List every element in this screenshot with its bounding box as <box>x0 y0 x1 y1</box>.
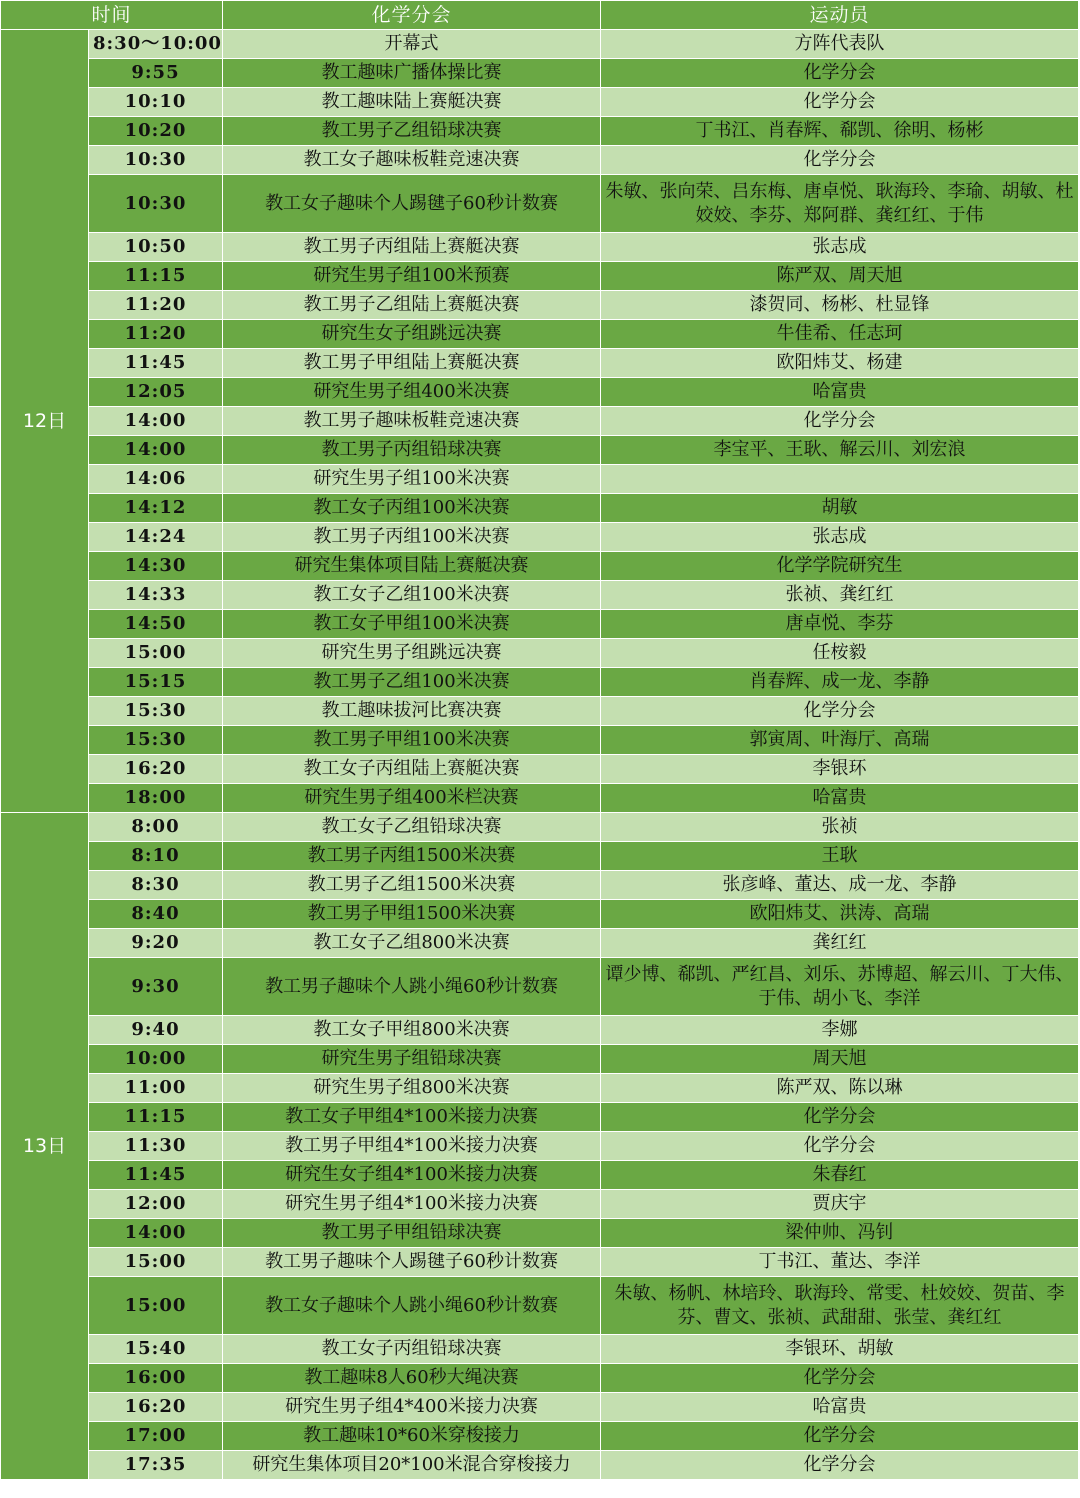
event-cell: 教工男子丙组100米决赛 <box>223 523 601 552</box>
schedule-row <box>1 639 1079 668</box>
event-cell: 开幕式 <box>223 30 601 59</box>
athletes-cell: 贾庆宇 <box>601 1190 1079 1219</box>
event-cell: 教工男子甲组铅球决赛 <box>223 1219 601 1248</box>
schedule-row <box>1 30 1079 59</box>
event-cell: 研究生男子组400米栏决赛 <box>223 784 601 813</box>
athletes-cell: 方阵代表队 <box>601 30 1079 59</box>
athletes-cell: 化学分会 <box>601 59 1079 88</box>
time-cell: 14:50 <box>89 610 223 639</box>
schedule-row <box>1 813 1079 842</box>
athletes-cell: 陈严双、陈以琳 <box>601 1074 1079 1103</box>
time-cell: 11:30 <box>89 1132 223 1161</box>
time-cell: 14:30 <box>89 552 223 581</box>
event-cell: 教工女子丙组铅球决赛 <box>223 1335 601 1364</box>
event-cell: 研究生男子组铅球决赛 <box>223 1045 601 1074</box>
schedule-row <box>1 291 1079 320</box>
event-cell: 研究生女子组跳远决赛 <box>223 320 601 349</box>
time-cell: 16:20 <box>89 1393 223 1422</box>
athletes-cell: 肖春辉、成一龙、李静 <box>601 668 1079 697</box>
event-cell: 教工男子乙组陆上赛艇决赛 <box>223 291 601 320</box>
event-cell: 教工女子乙组800米决赛 <box>223 929 601 958</box>
schedule-row <box>1 726 1079 755</box>
schedule-row <box>1 494 1079 523</box>
athletes-cell: 化学分会 <box>601 88 1079 117</box>
event-cell: 教工女子丙组100米决赛 <box>223 494 601 523</box>
event-cell: 研究生女子组4*100米接力决赛 <box>223 1161 601 1190</box>
athletes-cell: 哈富贵 <box>601 784 1079 813</box>
schedule-row <box>1 1016 1079 1045</box>
time-cell: 15:30 <box>89 726 223 755</box>
schedule-row <box>1 378 1079 407</box>
event-cell: 教工男子丙组铅球决赛 <box>223 436 601 465</box>
time-cell: 16:20 <box>89 755 223 784</box>
time-cell: 9:30 <box>89 958 223 1016</box>
schedule-row <box>1 1364 1079 1393</box>
event-cell: 教工男子趣味板鞋竞速决赛 <box>223 407 601 436</box>
event-cell: 教工男子甲组4*100米接力决赛 <box>223 1132 601 1161</box>
time-cell: 11:15 <box>89 262 223 291</box>
schedule-row <box>1 523 1079 552</box>
athletes-cell: 龚红红 <box>601 929 1079 958</box>
event-cell: 研究生男子组4*100米接力决赛 <box>223 1190 601 1219</box>
time-cell: 15:30 <box>89 697 223 726</box>
schedule-row <box>1 465 1079 494</box>
time-cell: 11:20 <box>89 320 223 349</box>
schedule-row <box>1 871 1079 900</box>
athletes-cell: 化学分会 <box>601 1364 1079 1393</box>
schedule-row <box>1 59 1079 88</box>
athletes-cell: 郭寅周、叶海厅、高瑞 <box>601 726 1079 755</box>
schedule-row <box>1 349 1079 378</box>
athletes-cell: 王耿 <box>601 842 1079 871</box>
event-cell: 研究生男子组400米决赛 <box>223 378 601 407</box>
time-cell: 10:30 <box>89 175 223 233</box>
athletes-cell: 李银环 <box>601 755 1079 784</box>
athletes-cell: 李银环、胡敏 <box>601 1335 1079 1364</box>
event-cell: 教工女子乙组铅球决赛 <box>223 813 601 842</box>
athletes-cell: 化学分会 <box>601 146 1079 175</box>
time-cell: 15:00 <box>89 1277 223 1335</box>
time-cell: 9:20 <box>89 929 223 958</box>
time-cell: 10:50 <box>89 233 223 262</box>
athletes-cell: 周天旭 <box>601 1045 1079 1074</box>
schedule-row <box>1 88 1079 117</box>
athletes-cell: 化学分会 <box>601 1422 1079 1451</box>
event-cell: 教工女子趣味个人跳小绳60秒计数赛 <box>223 1277 601 1335</box>
schedule-row <box>1 1045 1079 1074</box>
schedule-row <box>1 1335 1079 1364</box>
schedule-row <box>1 1103 1079 1132</box>
time-cell: 10:30 <box>89 146 223 175</box>
athletes-cell: 任桉毅 <box>601 639 1079 668</box>
athletes-cell: 张祯 <box>601 813 1079 842</box>
time-cell: 8:40 <box>89 900 223 929</box>
schedule-row <box>1 233 1079 262</box>
schedule-row <box>1 1277 1079 1335</box>
event-cell: 研究生男子组100米预赛 <box>223 262 601 291</box>
time-cell: 8:30 <box>89 871 223 900</box>
athletes-cell: 化学分会 <box>601 697 1079 726</box>
schedule-row <box>1 900 1079 929</box>
header-time: 时间 <box>1 1 223 30</box>
schedule-row <box>1 697 1079 726</box>
schedule-row <box>1 146 1079 175</box>
time-cell: 10:00 <box>89 1045 223 1074</box>
schedule-row <box>1 262 1079 291</box>
event-cell: 教工男子甲组100米决赛 <box>223 726 601 755</box>
event-cell: 教工女子乙组100米决赛 <box>223 581 601 610</box>
event-cell: 研究生集体项目陆上赛艇决赛 <box>223 552 601 581</box>
athletes-cell: 张志成 <box>601 233 1079 262</box>
schedule-row <box>1 668 1079 697</box>
header-athletes: 运动员 <box>601 1 1079 30</box>
time-cell: 9:40 <box>89 1016 223 1045</box>
schedule-row <box>1 755 1079 784</box>
event-cell: 教工女子甲组4*100米接力决赛 <box>223 1103 601 1132</box>
schedule-row <box>1 1451 1079 1480</box>
time-cell: 10:20 <box>89 117 223 146</box>
schedule-row <box>1 1248 1079 1277</box>
event-cell: 教工男子乙组铅球决赛 <box>223 117 601 146</box>
schedule-row <box>1 581 1079 610</box>
time-cell: 14:06 <box>89 465 223 494</box>
schedule-row <box>1 610 1079 639</box>
schedule-row <box>1 1190 1079 1219</box>
time-cell: 15:00 <box>89 1248 223 1277</box>
event-cell: 教工女子甲组800米决赛 <box>223 1016 601 1045</box>
athletes-cell: 朱敏、杨帆、林培玲、耿海玲、常雯、杜姣姣、贺苗、李芬、曹文、张祯、武甜甜、张莹、龚红红 <box>601 1277 1079 1335</box>
athletes-cell: 张志成 <box>601 523 1079 552</box>
event-cell: 教工女子丙组陆上赛艇决赛 <box>223 755 601 784</box>
athletes-cell: 李娜 <box>601 1016 1079 1045</box>
time-cell: 8:30～10:00 <box>89 30 223 59</box>
athletes-cell: 胡敏 <box>601 494 1079 523</box>
athletes-cell: 张祯、龚红红 <box>601 581 1079 610</box>
athletes-cell: 朱敏、张向荣、吕东梅、唐卓悦、耿海玲、李瑜、胡敏、杜姣姣、李芬、郑阿群、龚红红、于伟 <box>601 175 1079 233</box>
event-cell: 研究生男子组100米决赛 <box>223 465 601 494</box>
schedule-row <box>1 1219 1079 1248</box>
schedule-row <box>1 320 1079 349</box>
time-cell: 15:00 <box>89 639 223 668</box>
schedule-row <box>1 1074 1079 1103</box>
event-cell: 教工男子甲组陆上赛艇决赛 <box>223 349 601 378</box>
day-label: 12日 <box>1 30 89 813</box>
schedule-row <box>1 1132 1079 1161</box>
athletes-cell: 欧阳炜艾、洪涛、高瑞 <box>601 900 1079 929</box>
event-cell: 教工女子趣味个人踢毽子60秒计数赛 <box>223 175 601 233</box>
athletes-cell: 张彦峰、董达、成一龙、李静 <box>601 871 1079 900</box>
schedule-row <box>1 436 1079 465</box>
schedule-row <box>1 784 1079 813</box>
event-cell: 研究生男子组800米决赛 <box>223 1074 601 1103</box>
schedule-row <box>1 117 1079 146</box>
event-cell: 研究生集体项目20*100米混合穿梭接力 <box>223 1451 601 1480</box>
time-cell: 17:35 <box>89 1451 223 1480</box>
schedule-row <box>1 1161 1079 1190</box>
athletes-cell: 化学分会 <box>601 1132 1079 1161</box>
athletes-cell: 丁书江、董达、李洋 <box>601 1248 1079 1277</box>
athletes-cell: 丁书江、肖春辉、郗凯、徐明、杨彬 <box>601 117 1079 146</box>
event-cell: 教工女子甲组100米决赛 <box>223 610 601 639</box>
day-label: 13日 <box>1 813 89 1480</box>
time-cell: 8:00 <box>89 813 223 842</box>
athletes-cell: 朱春红 <box>601 1161 1079 1190</box>
event-cell: 研究生男子组4*400米接力决赛 <box>223 1393 601 1422</box>
time-cell: 14:24 <box>89 523 223 552</box>
event-cell: 教工趣味拔河比赛决赛 <box>223 697 601 726</box>
event-cell: 研究生男子组跳远决赛 <box>223 639 601 668</box>
time-cell: 14:33 <box>89 581 223 610</box>
time-cell: 11:15 <box>89 1103 223 1132</box>
athletes-cell: 哈富贵 <box>601 1393 1079 1422</box>
schedule-row <box>1 175 1079 233</box>
time-cell: 9:55 <box>89 59 223 88</box>
athletes-cell: 陈严双、周天旭 <box>601 262 1079 291</box>
schedule-row <box>1 552 1079 581</box>
athletes-cell: 化学分会 <box>601 1451 1079 1480</box>
time-cell: 16:00 <box>89 1364 223 1393</box>
event-cell: 教工女子趣味板鞋竞速决赛 <box>223 146 601 175</box>
time-cell: 17:00 <box>89 1422 223 1451</box>
header-event: 化学分会 <box>223 1 601 30</box>
athletes-cell: 化学学院研究生 <box>601 552 1079 581</box>
schedule-row <box>1 958 1079 1016</box>
athletes-cell: 李宝平、王耿、解云川、刘宏浪 <box>601 436 1079 465</box>
time-cell: 14:00 <box>89 407 223 436</box>
event-cell: 教工男子丙组陆上赛艇决赛 <box>223 233 601 262</box>
athletes-cell <box>601 465 1079 494</box>
event-cell: 教工趣味陆上赛艇决赛 <box>223 88 601 117</box>
athletes-cell: 唐卓悦、李芬 <box>601 610 1079 639</box>
event-cell: 教工男子趣味个人踢毽子60秒计数赛 <box>223 1248 601 1277</box>
athletes-cell: 牛佳希、任志珂 <box>601 320 1079 349</box>
time-cell: 11:45 <box>89 349 223 378</box>
event-cell: 教工趣味10*60米穿梭接力 <box>223 1422 601 1451</box>
time-cell: 15:40 <box>89 1335 223 1364</box>
event-cell: 教工男子丙组1500米决赛 <box>223 842 601 871</box>
athletes-cell: 欧阳炜艾、杨建 <box>601 349 1079 378</box>
schedule-row <box>1 1393 1079 1422</box>
time-cell: 18:00 <box>89 784 223 813</box>
event-cell: 教工男子趣味个人跳小绳60秒计数赛 <box>223 958 601 1016</box>
time-cell: 10:10 <box>89 88 223 117</box>
time-cell: 14:00 <box>89 1219 223 1248</box>
athletes-cell: 哈富贵 <box>601 378 1079 407</box>
schedule-row <box>1 1422 1079 1451</box>
time-cell: 11:45 <box>89 1161 223 1190</box>
athletes-cell: 漆贺同、杨彬、杜显锋 <box>601 291 1079 320</box>
time-cell: 11:20 <box>89 291 223 320</box>
athletes-cell: 化学分会 <box>601 1103 1079 1132</box>
schedule-body <box>1 30 1079 1480</box>
event-cell: 教工男子甲组1500米决赛 <box>223 900 601 929</box>
time-cell: 14:00 <box>89 436 223 465</box>
athletes-cell: 化学分会 <box>601 407 1079 436</box>
event-cell: 教工趣味广播体操比赛 <box>223 59 601 88</box>
athletes-cell: 谭少博、郗凯、严红昌、刘乐、苏博超、解云川、丁大伟、于伟、胡小飞、李洋 <box>601 958 1079 1016</box>
time-cell: 11:00 <box>89 1074 223 1103</box>
time-cell: 15:15 <box>89 668 223 697</box>
time-cell: 14:12 <box>89 494 223 523</box>
schedule-row <box>1 407 1079 436</box>
schedule-row <box>1 842 1079 871</box>
time-cell: 12:00 <box>89 1190 223 1219</box>
event-cell: 教工趣味8人60秒大绳决赛 <box>223 1364 601 1393</box>
athletes-cell: 梁仲帅、冯钊 <box>601 1219 1079 1248</box>
event-cell: 教工男子乙组1500米决赛 <box>223 871 601 900</box>
event-cell: 教工男子乙组100米决赛 <box>223 668 601 697</box>
header-row <box>1 1 1079 30</box>
time-cell: 12:05 <box>89 378 223 407</box>
time-cell: 8:10 <box>89 842 223 871</box>
schedule-row <box>1 929 1079 958</box>
